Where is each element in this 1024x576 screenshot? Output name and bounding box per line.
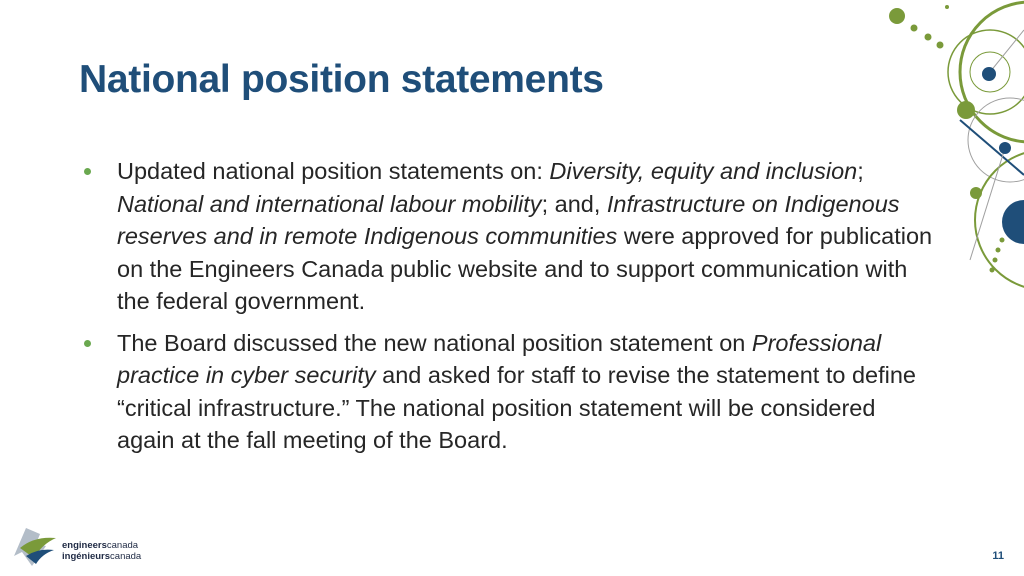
bullet-item (78, 155, 938, 318)
text-run: The Board discussed the new national position statement on (117, 329, 752, 356)
bullet-dot-icon (84, 168, 91, 175)
bullet-item (78, 327, 938, 457)
bullet-list (78, 155, 938, 466)
dot-icon (1000, 238, 1005, 243)
dot-icon (889, 8, 905, 24)
text-run: Updated national position statements on: (117, 158, 550, 184)
logo-line-english (62, 540, 141, 551)
dot-navy-large-icon (1002, 200, 1024, 244)
italic-run: Infrastructure on Indigenous reserves and in remote Indigenous communities (117, 190, 900, 249)
dot-icon (990, 268, 995, 273)
logo-word-rest: canada (106, 540, 139, 551)
text-run: and asked for staff to revise the statement to define “critical infrastructure.” The national position statement will be considered again at the fall meeting of the Board. (117, 362, 916, 453)
logo-word-rest: canada (110, 551, 142, 562)
connector-line-icon (970, 148, 1005, 260)
text-run: were approved for publication on the Engineers Canada public website and to support communication with the federal government. (117, 223, 933, 314)
text-run: ; and, (541, 190, 607, 217)
connector-line-icon (960, 120, 1024, 175)
italic-run: National and international labour mobility (117, 190, 542, 217)
bullet-text (117, 330, 916, 454)
logo-word-bold: ingénieurs (62, 551, 111, 562)
dot-icon (993, 258, 998, 263)
italic-run: Diversity, equity and inclusion (549, 158, 858, 184)
page-number: 11 (992, 550, 1004, 562)
logo-word-bold: engineers (62, 540, 107, 551)
dot-navy-icon (982, 67, 996, 81)
dot-icon (911, 25, 918, 32)
dot-icon (957, 101, 975, 119)
connector-line-icon (990, 30, 1024, 72)
bullet-dot-icon (84, 340, 91, 347)
dot-icon (945, 5, 949, 9)
text-run: ; (857, 158, 864, 184)
dot-icon (925, 34, 932, 41)
logo-line-french (62, 551, 141, 562)
bullet-text (117, 158, 932, 314)
dot-icon (970, 187, 982, 199)
dot-icon (996, 248, 1001, 253)
italic-run: Professional practice in cyber security (117, 329, 882, 388)
logo-wordmark (62, 540, 141, 562)
slide-title: National position statements (79, 58, 604, 101)
decorative-circles-graphic (870, 0, 1024, 300)
dot-icon (937, 42, 944, 49)
dot-navy-icon (999, 142, 1011, 154)
